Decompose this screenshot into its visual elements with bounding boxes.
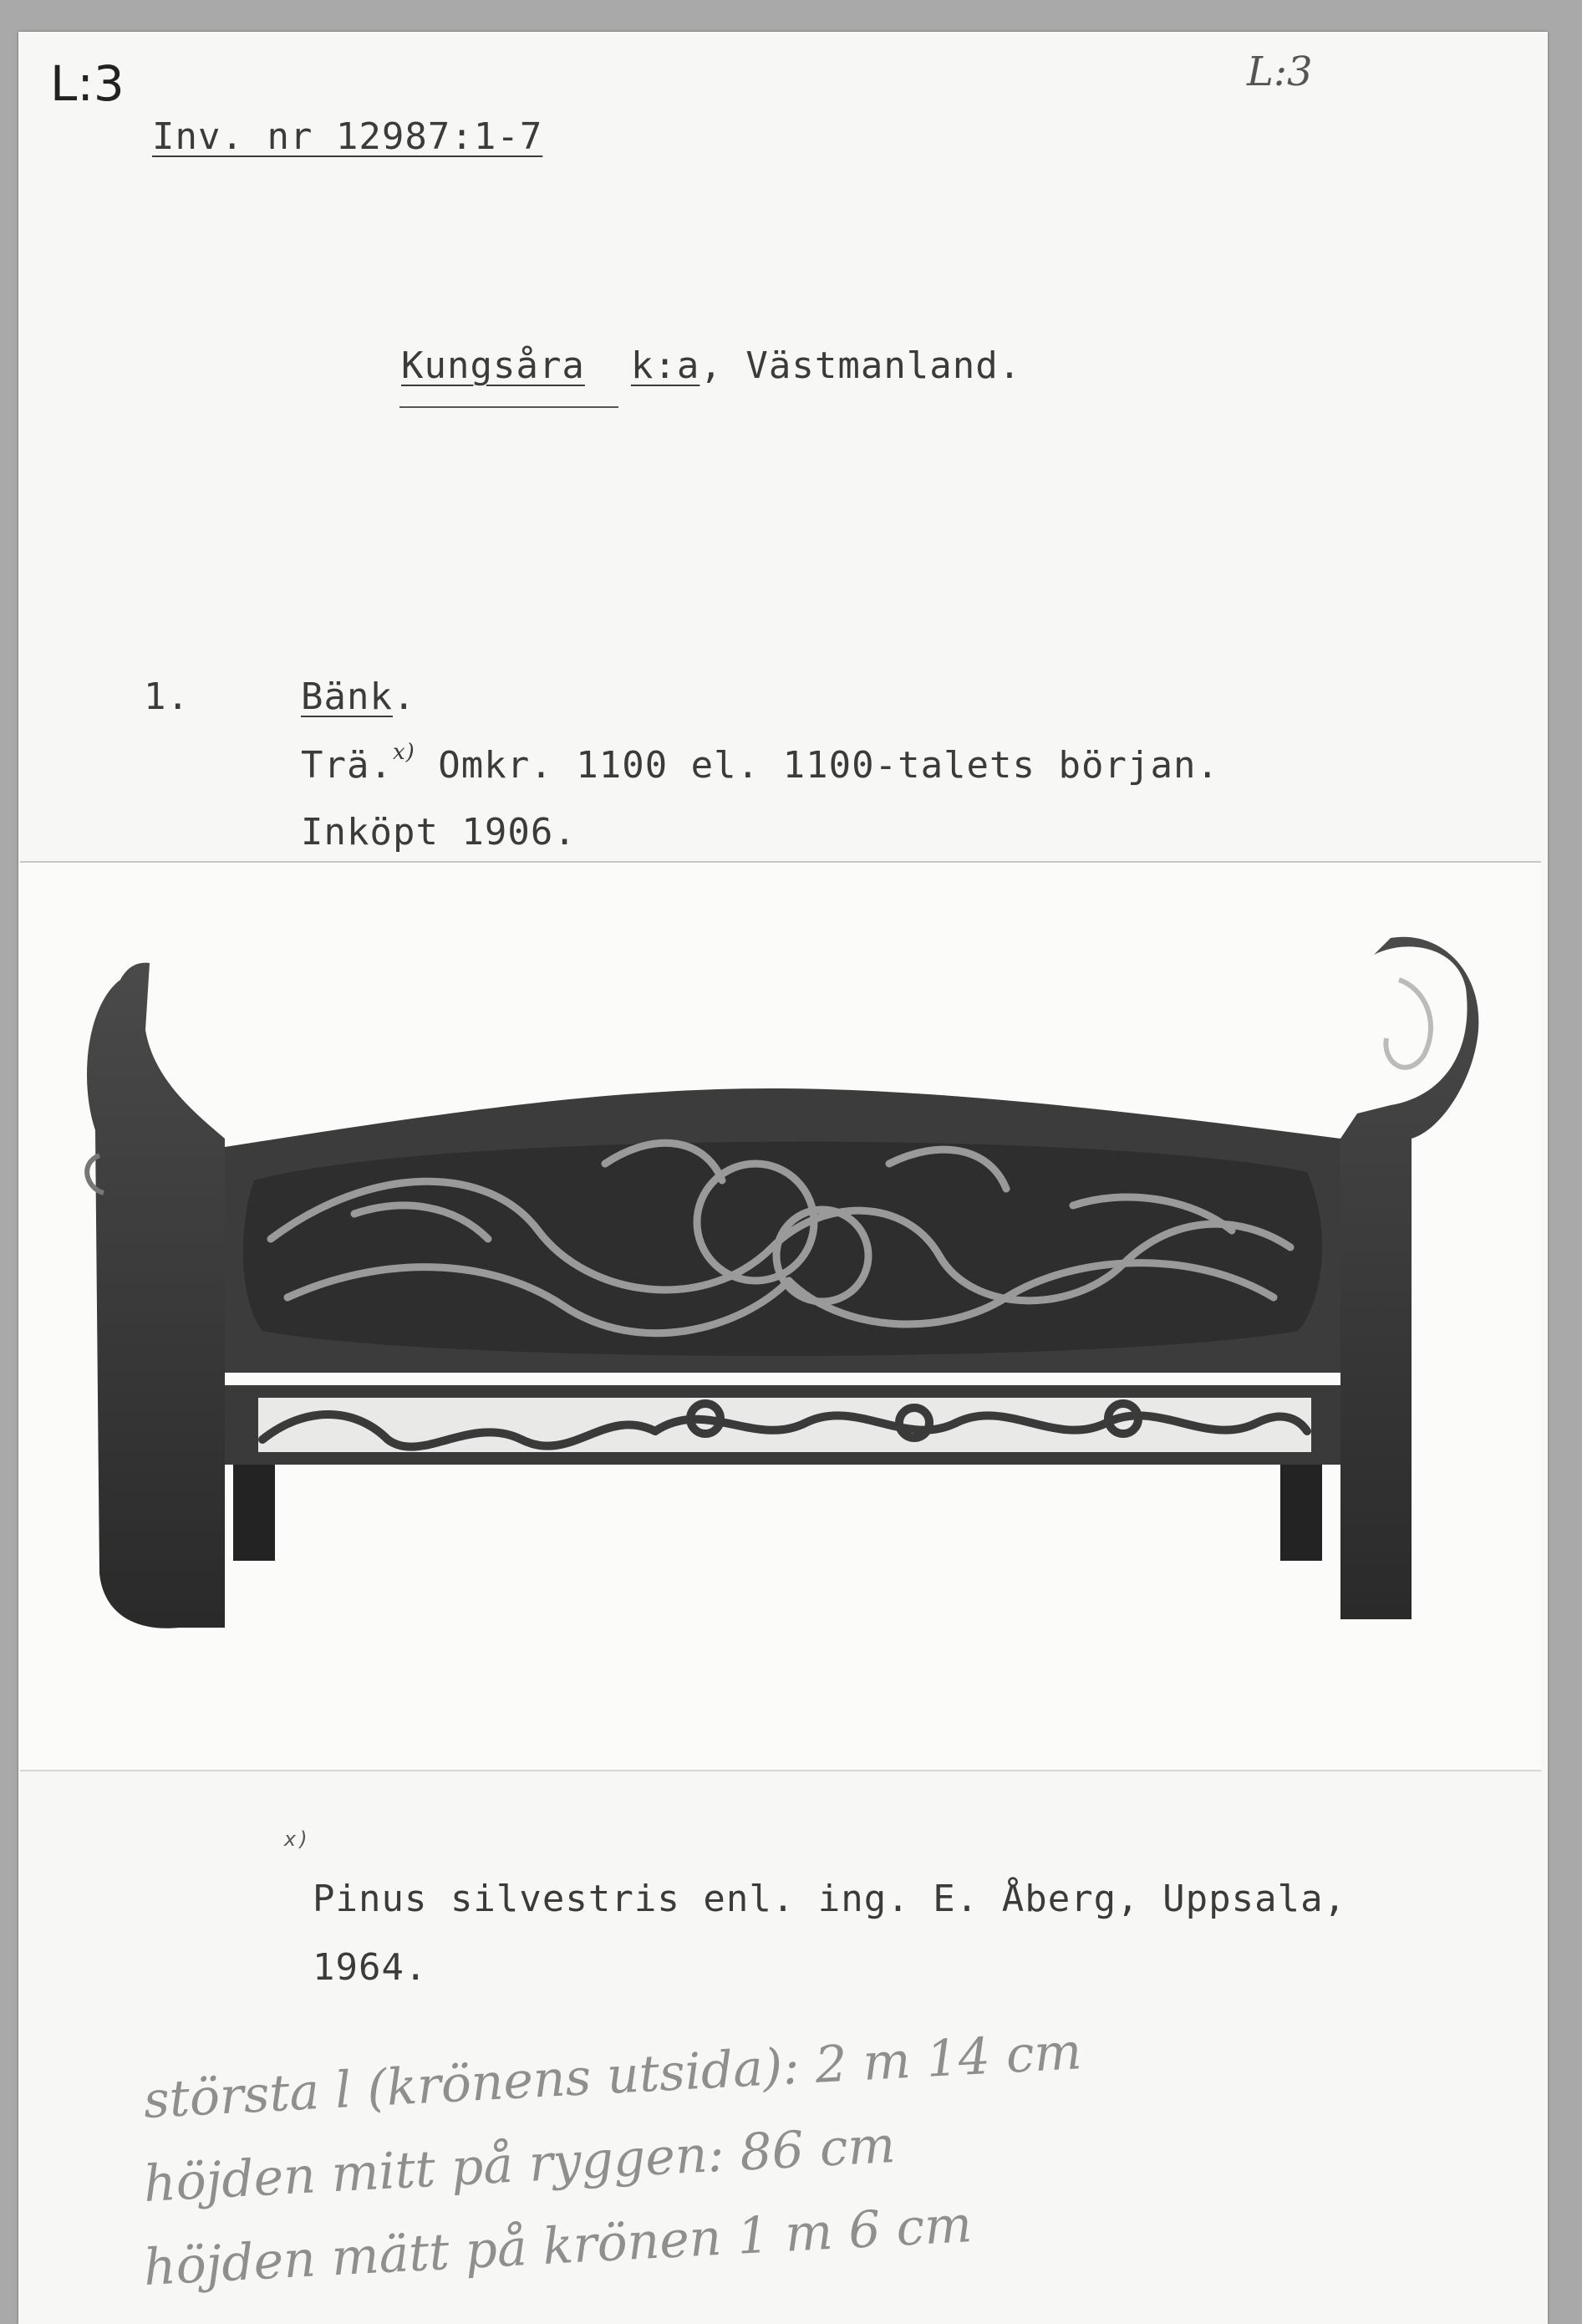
footnote-line-1: Pinus silvestris enl. ing. E. Åberg, Uppsala, [313, 1878, 1347, 1920]
bench-legs [233, 1465, 1322, 1561]
handwritten-line-3: höjden mätt på krönen 1 m 6 cm [142, 2195, 974, 2297]
location-parish: Kungsåra [401, 344, 585, 387]
item-name: Bänk [301, 675, 393, 718]
item-name-line [301, 675, 415, 718]
footnote-line-2: 1964. [313, 1946, 428, 1989]
handwritten-line-1: största l (krönens utsida): 2 m 14 cm [142, 2022, 1083, 2130]
corner-mark-right: L:3 [1247, 48, 1313, 95]
item-name-suffix: . [392, 675, 416, 718]
bench-right-post [1340, 937, 1478, 1619]
corner-mark-left: L:3 [50, 55, 125, 112]
acquired-line: Inköpt 1906. [301, 811, 577, 854]
carved-bench-image [20, 863, 1541, 1770]
location-line [401, 344, 1021, 387]
material: Trä. [301, 744, 393, 787]
location-rest: , Västmanland. [699, 344, 1022, 387]
inventory-number: Inv. nr 12987:1-7 [152, 115, 543, 158]
material-line [301, 740, 1219, 787]
location-underline [399, 406, 618, 408]
item-number: 1. [144, 675, 190, 718]
handwritten-line-2: höjden mitt på ryggen: 86 cm [142, 2115, 897, 2214]
bench-left-post [87, 963, 225, 1628]
location-kind: k:a [630, 344, 700, 387]
bench-lower-rail [225, 1385, 1340, 1465]
footnote-mark: x) [392, 740, 415, 766]
dating: Omkr. 1100 el. 1100-talets början. [438, 744, 1219, 787]
bench-backrest [225, 1088, 1340, 1373]
bench-photograph [20, 861, 1541, 1771]
footnote-marker-lower: x) [284, 1827, 310, 1851]
